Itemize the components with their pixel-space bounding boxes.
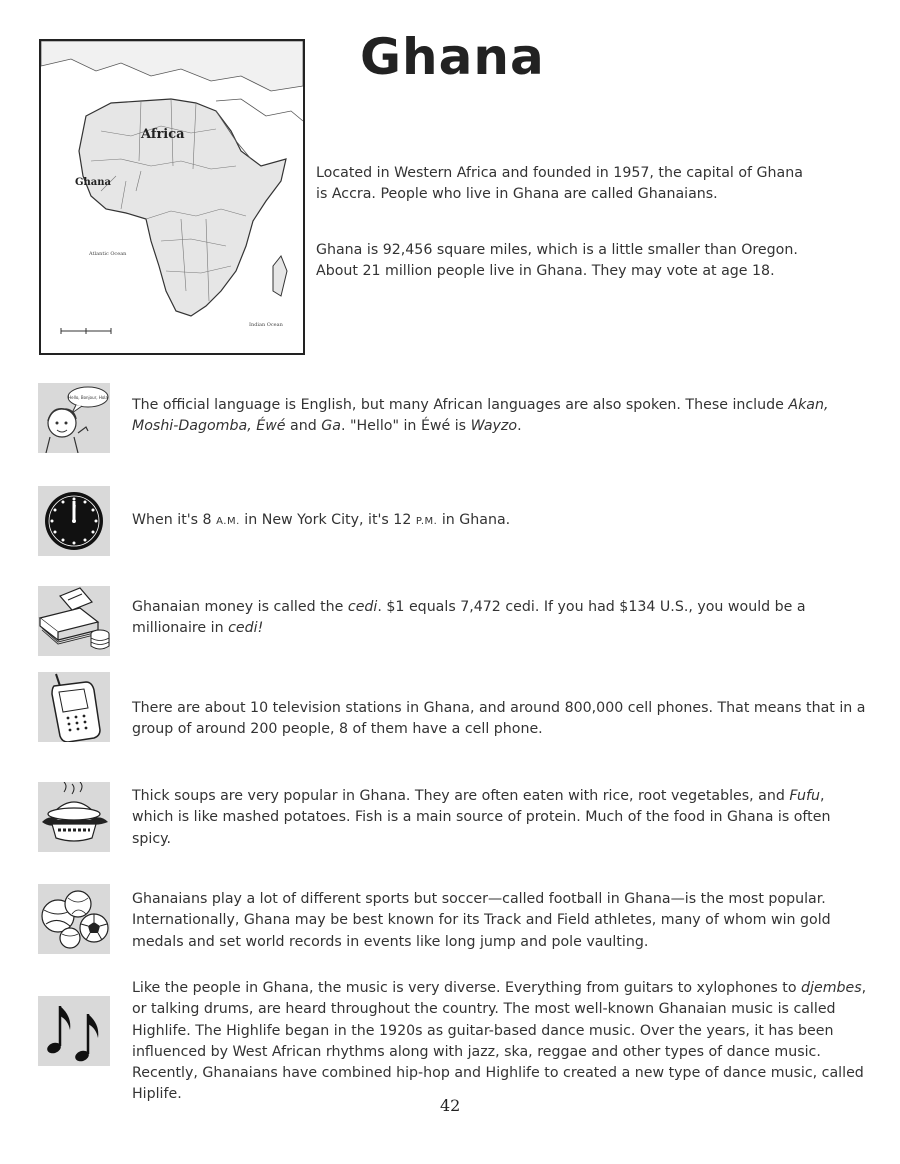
hello-word: Wayzo [470, 418, 518, 435]
language-sep: , [823, 397, 829, 413]
page-title: Ghana [360, 28, 545, 86]
money-text-part: Ghanaian money is called the [132, 599, 348, 615]
djembes-word: djembes [801, 980, 862, 996]
map-label-africa: Africa [141, 127, 185, 142]
phones-text: There are about 10 television stations in Ghana, and around 800,000 cell phones. That means that in a group of around 200 people, 8 of them have a cell phone. [132, 700, 866, 738]
money-icon [38, 586, 110, 656]
food-text-part: Thick soups are very popular in Ghana. They are often eaten with rice, root vegetables, and [132, 788, 790, 804]
food-text-part: , which is like mashed potatoes. Fish is a main source of protein. Much of the food in Ghana is often spicy. [132, 788, 831, 847]
language-ewe: Éwé [256, 418, 286, 435]
language-text [132, 395, 867, 438]
sports-balls-icon [38, 884, 110, 954]
map-label-atlantic: Atlantic Ocean [89, 251, 127, 257]
speech-person-icon [38, 383, 110, 453]
language-sep: , [247, 418, 257, 435]
music-text-part: Like the people in Ghana, the music is very diverse. Everything from guitars to xylophones to [132, 980, 802, 996]
intro-paragraph-2: Ghana is 92,456 square miles, which is a little smaller than Oregon. About 21 million people live in Ghana. They may vote at age 18. [316, 242, 798, 279]
language-text-part: and [285, 418, 322, 435]
time-text-part: When it's 8 [132, 512, 217, 528]
language-text-part: The official language is English, but many African languages are also spoken. These include [132, 397, 789, 413]
music-text-part: , or talking drums, are heard throughout the country. The most well-known Ghanaian music is called Highlife. The Highlife began in the 1920s as guitar-based dance music. Over the years, it has been influenced by West African rhythms along with jazz, ska, reggae and other types of dance music. Recently, Ghanaians have combined hip-hop and Highlife to created a new type of dance music, called Hiplife. [132, 980, 867, 1103]
music-notes-icon [38, 996, 110, 1066]
language-text-part: . "Hello" in Éwé is [340, 418, 471, 435]
map-label-indian: Indian Ocean [249, 322, 283, 328]
time-text-part: in Ghana. [437, 512, 511, 528]
currency-name: cedi [347, 599, 378, 615]
time-text [132, 510, 867, 532]
language-text-part: . [517, 418, 522, 435]
food-bowl-icon [38, 782, 110, 852]
language-akan: Akan [788, 397, 824, 413]
time-pm: P.M. [415, 516, 438, 527]
africa-map-drawing [41, 41, 303, 353]
map-label-ghana: Ghana [75, 177, 112, 188]
speech-bubble-text: Hello, Bonjour, Hola [68, 395, 108, 400]
fufu-word: Fufu [789, 788, 820, 804]
music-text [132, 978, 867, 1106]
page-number: 42 [440, 1096, 461, 1115]
africa-map [39, 39, 305, 355]
time-text-part: in New York City, it's 12 [239, 512, 416, 528]
time-am: A.M. [216, 516, 240, 527]
language-moshi-dagomba: Moshi-Dagomba [132, 418, 248, 435]
food-text [132, 786, 867, 850]
clock-icon [38, 486, 110, 556]
language-ga: Ga [321, 418, 341, 435]
currency-name: cedi! [228, 620, 264, 637]
money-text [132, 597, 867, 640]
sports-text: Ghanaians play a lot of different sports but soccer—called football in Ghana—is the most popular. Internationally, Ghana may be best known for its Track and Field athletes, many of whom win gold medals and set world records in events like long jump and pole vaulting. [132, 891, 831, 950]
cell-phone-icon [38, 672, 110, 742]
intro-paragraph-1: Located in Western Africa and founded in 1957, the capital of Ghana is Accra. People who live in Ghana are called Ghanaians. [316, 165, 803, 202]
money-text-part: . $1 equals 7,472 cedi. If you had $134 U.S., you would be a millionaire in [132, 599, 806, 637]
